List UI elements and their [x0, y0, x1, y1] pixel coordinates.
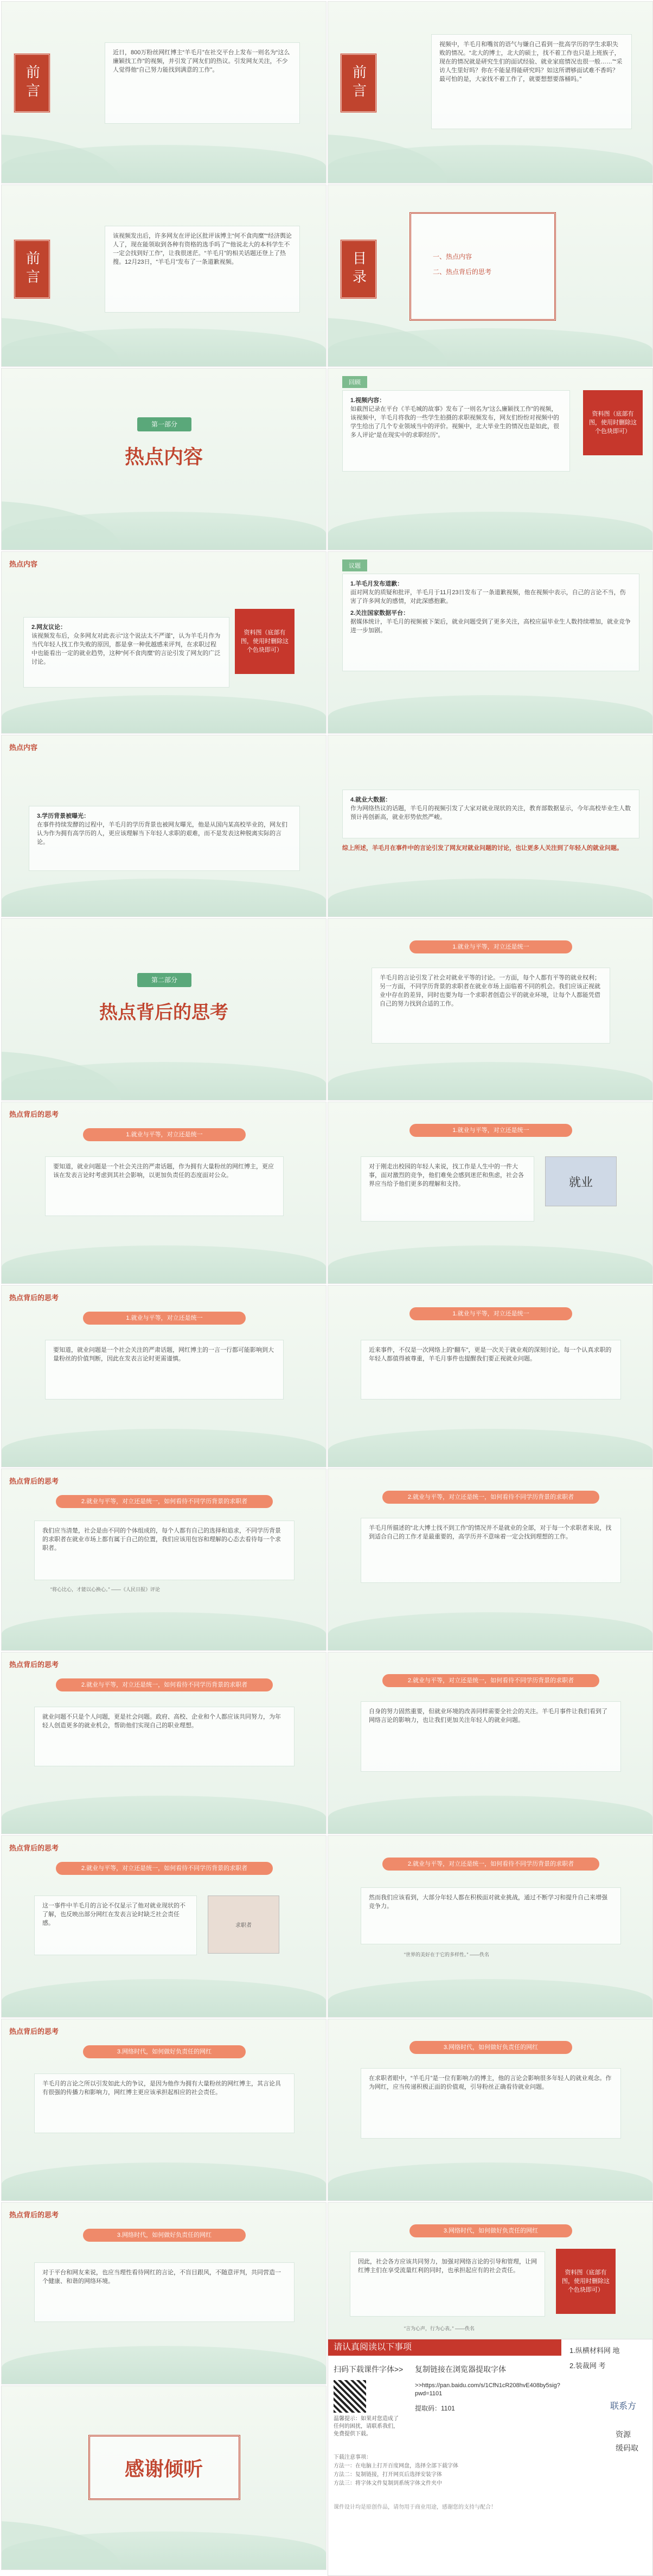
part-tag: 第二部分	[137, 973, 191, 987]
footer-quote: “将心比心，才能以心换心。” ——《人民日报》评论	[50, 1587, 160, 1592]
slide-17[interactable]	[1, 1468, 326, 1651]
slide-header: 热点背后的思考	[9, 1110, 59, 1118]
slide-22[interactable]	[328, 1835, 653, 2018]
content-heading: 3.学历背景被曝光：	[37, 813, 90, 819]
content-text: 作为网络热议的话题，羊毛月的视频引发了大家对就业现状的关注，教育部数据显示，今年高校毕业生人数预计再创新高，就业形势依然严峻。	[350, 805, 631, 820]
topic-pill: 2.就业与平等，对立还是统一，如何看待不同学历背景的求职者	[382, 1858, 599, 1871]
placeholder-redbox: 资料图（底部有图，使用时删除这个色块即可）	[556, 2249, 616, 2314]
slide-16[interactable]	[328, 1285, 653, 1467]
photo-employment: 就业	[545, 1156, 617, 1206]
topic-pill: 2.就业与平等，对立还是统一，如何看待不同学历背景的求职者	[56, 1678, 273, 1691]
content-text: 该视频发布后，众多网友对此表示“这个说法太不严谨”，认为羊毛月作为当代年轻人找工作失败的原因，都是拿一种优越感来评判，在求职过程中也能看出一定的就业趋势，这种“何不食肉糜”的言论引发了网友的广泛讨论。	[31, 633, 221, 665]
slide-5[interactable]	[1, 368, 326, 550]
side-resource: 资源	[616, 2430, 631, 2439]
side-link-2[interactable]: 2.装裁网 考	[569, 2362, 606, 2370]
slide-12[interactable]	[328, 918, 653, 1101]
side-code: 缓码取	[616, 2444, 638, 2452]
content-text: 自身的努力固然重要，但就业环境的改善同样需要全社会的关注。羊毛月事件让我们看到了网络言论的影响力，也让我们更加关注年轻人的就业问题。	[361, 1701, 621, 1772]
content-heading: 2.网友议论：	[31, 624, 67, 631]
toc-seal: 目录	[340, 239, 377, 299]
topic-pill: 1.就业与平等，对立还是统一	[409, 1307, 572, 1320]
content-text: 因此，社会各方应该共同努力，加强对网络言论的引导和管理，让网红博主们在享受流量红利的同时，也承担起应有的社会责任。	[350, 2251, 545, 2317]
slide-19[interactable]	[1, 1652, 326, 1834]
side-link-1[interactable]: 1.纵横材料网 地	[569, 2346, 620, 2355]
slide-3[interactable]	[1, 185, 326, 367]
slide-8[interactable]	[328, 551, 653, 734]
topic-pill: 2.就业与平等，对立还是统一，如何看待不同学历背景的求职者	[56, 1495, 273, 1508]
toc-frame	[409, 212, 556, 321]
font-download-link[interactable]: >>https://pan.baidu.com/s/1CfN1cR208hvE408by5sig?pwd=1101	[415, 2382, 560, 2397]
topic-pill: 3.网络时代，如何做好负责任的网红	[409, 2041, 572, 2054]
slide-9[interactable]	[1, 735, 326, 917]
toc-item-2[interactable]: 二、热点背后的思考	[433, 268, 492, 276]
slide-27[interactable]	[1, 2386, 326, 2570]
content-text: 羊毛月所描述的“北大博士找不到工作”的情况并不是就业的全部，对于每一个求职者来说，找到适合自己的工作才是最重要的，高学历并不意味着一定会找到理想的工作。	[361, 1518, 621, 1583]
content-text: 对于刚走出校园的年轻人来说，找工作是人生中的一件大事，面对激烈的竞争，他们难免会感到迷茫和焦虑，社会各界应当给予他们更多的理解和支持。	[361, 1156, 534, 1222]
content-heading-1: 1.羊毛月发布道歉：	[350, 581, 404, 587]
preface-text: 近日，800万粉丝网红博主“羊毛月”在社交平台上发布一则名为“这么廉颖找工作”的视频，并引发了网友们的热议。引发网友关注，不少人觉得他“自己努力能找到满意的工作”。	[105, 42, 300, 124]
topic-pill: 1.就业与平等，对立还是统一	[409, 940, 572, 953]
review-badge: 回顾	[342, 376, 367, 388]
topic-pill: 2.就业与平等，对立还是统一，如何看待不同学历背景的求职者	[382, 1674, 599, 1687]
slide-24[interactable]	[328, 2019, 653, 2201]
notice-panel	[328, 2339, 653, 2576]
topic-pill: 1.就业与平等，对立还是统一	[409, 1124, 572, 1137]
content-text-1: 面对网友的质疑和批评，羊毛月于11月23日发布了一条道歉视频，他在视频中表示，自己的言论不当，伤害了许多网友的感情，对此深感抱歉。	[350, 589, 626, 605]
notice-right-heading: 复制链接在浏览器提取字体	[415, 2365, 506, 2374]
content-text: 对于平台和网友来说，也应当理性看待网红的言论，不盲目跟风，不随意评判，共同营造一个健康、和谐的网络环境。	[34, 2262, 295, 2322]
topic-pill: 3.网络时代，如何做好负责任的网红	[83, 2045, 246, 2058]
content-text: 这一事件中羊毛月的言论不仅显示了他对就业现状的不了解，也反映出部分网红在发表言论时缺乏社会责任感。	[34, 1896, 197, 1955]
topic-pill: 3.网络时代，如何做好负责任的网红	[83, 2229, 246, 2242]
placeholder-redbox: 资料图（底部有图，使用时删除这个色块即可）	[235, 609, 295, 674]
content-text-2: 据媒体统计，羊毛月的视频被下架后，就业问题受到了更多关注，高校应届毕业生人数持续增加，就业竞争进一步加剧。	[350, 619, 631, 634]
qr-code[interactable]	[334, 2380, 366, 2413]
notice-footer: 课件设计均是原创作品，请勿用于商业用途，感谢您的支持与配合！	[334, 2504, 496, 2510]
content-text: 羊毛月的言论之所以引发如此大的争议，是因为他作为拥有大量粉丝的网红博主，其言论具有很强的传播力和影响力，网红博主更应该承担起相应的社会责任。	[34, 2073, 295, 2133]
topic-pill: 1.就业与平等，对立还是统一	[83, 1128, 246, 1141]
content-text: 在求职者眼中，“羊毛月”是一位有影响力的博主，他的言论会影响很多年轻人的就业观念。作为网红，应当传递积极正面的价值观，引导粉丝正确看待就业问题。	[361, 2068, 621, 2139]
slide-11[interactable]	[1, 918, 326, 1101]
content-text: 我们应当清楚，社会是由不同的个体组成的，每个人都有自己的选择和追求，不同学历背景的求职者在就业市场上都有属于自己的位置，我们应该用包容和理解的心态去看待每一个求职者。	[34, 1521, 295, 1580]
slide-header: 热点背后的思考	[9, 1477, 59, 1485]
slide-10[interactable]	[328, 735, 653, 917]
notice-left-heading: 扫码下载课件字体>>	[334, 2365, 404, 2374]
content-text: 如截图记录在平台《羊毛城的故事》发布了一则名为“这么廉颖找工作”的视频，该视频中，羊毛月将我的一些学生拍摄的求职视频发布，网友们纷纷对视频中的学生给出了几个专业领域当中的评价。视频中，北大毕业生的情况也是如此，很多人评论“是在现实中的求职经历”。	[350, 406, 559, 438]
content-box	[342, 574, 639, 671]
content-text: 要知道，就业问题是一个社会关注的严肃话题，网红博主的一言一行都可能影响到大量粉丝的价值判断，因此在发表言论时更需谨慎。	[45, 1340, 284, 1400]
preface-text: 视频中，羊毛月和嘴贫的语气与嫌自己看到一批高学历的学生求职失败的情况。“北大的博士，北大的硕士，找不着工作也只是上班族子，现在的情况就是研究生们的面试经验、就业家庭情况也很一般……”“采访人生里好吗？你在不能显得能研究吗？如这所谓够面试难不香吗？最可怕的是，大家找不着工作了，就要想想要落桶吗。”	[431, 34, 632, 129]
content-heading: 4.就业大数据：	[350, 797, 392, 803]
slide-header: 热点内容	[9, 743, 38, 752]
photo-job-seeker: 求职者	[208, 1896, 279, 1954]
content-text: 然而我们应该看到，大部分年轻人都在积极面对就业挑战，通过不断学习和提升自己来增强竞争力。	[361, 1887, 621, 1944]
content-text: 在事件持续发酵的过程中，羊毛月的学历背景也被网友曝光，他是从国内某高校毕业的，网友们认为作为拥有高学历的人，更应该理解当下年轻人求职的艰难，而不是发表这种脱离实际的言论。	[37, 822, 287, 845]
content-text: 就业问题不只是个人问题，更是社会问题。政府、高校、企业和个人都应该共同努力，为年轻人创造更多的就业机会，帮助他们实现自己的职业理想。	[34, 1707, 295, 1766]
content-box	[23, 617, 229, 688]
content-box	[29, 806, 300, 871]
slide-header: 热点背后的思考	[9, 2211, 59, 2219]
side-contact: 联系方	[610, 2402, 637, 2411]
content-heading-2: 2.关注国家数据平台：	[350, 610, 409, 616]
thanks-title: 感谢倾听	[124, 2458, 203, 2480]
toc-item-1[interactable]: 一、热点内容	[433, 253, 472, 260]
slide-header: 热点背后的思考	[9, 1294, 59, 1302]
slide-15[interactable]	[1, 1285, 326, 1467]
slide-header: 热点内容	[9, 560, 38, 568]
slide-18[interactable]	[328, 1468, 653, 1651]
conclusion-text: 综上所述，羊毛月在事件中的言论引发了网友对就业问题的讨论，也让更多人关注到了年轻人的就业问题。	[342, 845, 623, 851]
content-heading: 1.视频内容：	[350, 397, 386, 404]
content-text: 要知道，就业问题是一个社会关注的严肃话题，作为拥有大量粉丝的网红博主，更应该在发表言论时考虑到其社会影响，以更加负责任的态度面对公众。	[45, 1156, 284, 1216]
extract-code: 提取码：1101	[415, 2405, 455, 2412]
slide-header: 热点背后的思考	[9, 1661, 59, 1669]
slide-25[interactable]	[1, 2202, 326, 2384]
slide-21[interactable]	[1, 1835, 326, 2018]
slide-13[interactable]	[1, 1102, 326, 1284]
footer-quote: “世界的美好在于它的多样性。” ——佚名	[404, 1952, 489, 1957]
topic-pill: 3.网络时代，如何做好负责任的网红	[409, 2224, 572, 2237]
placeholder-redbox: 资料图（底部有图，使用时删除这个色块即可）	[583, 390, 643, 455]
topic-pill: 2.就业与平等，对立还是统一，如何看待不同学历背景的求职者	[56, 1862, 273, 1875]
issue-badge: 议题	[342, 559, 367, 571]
notice-banner: 请认真阅读以下事项	[328, 2339, 561, 2356]
preface-seal: 前言	[14, 53, 50, 113]
slide-7[interactable]	[1, 551, 326, 734]
content-box	[342, 390, 570, 472]
notice-steps: 下载注意事项： 方法一：在电脑上打开百度网盘，选择全部下载字体 方法二：复制链接，打开网页后选择安装字体 方法三：将字体文件复制到系统字体文件夹中	[334, 2454, 458, 2486]
slide-23[interactable]	[1, 2019, 326, 2201]
section-title: 热点内容	[124, 446, 203, 468]
footer-quote: “言为心声，行为心表。” ——佚名	[404, 2326, 475, 2331]
slide-header: 热点背后的思考	[9, 2027, 59, 2036]
part-tag: 第一部分	[137, 417, 191, 431]
slide-2[interactable]	[328, 1, 653, 183]
content-text: 羊毛月的言论引发了社会对就业平等的讨论。一方面，每个人都有平等的就业权利；另一方面，不同学历背景的求职者在就业市场上面临着不同的机会。我们应该正视就业中存在的差异，同时也要为每一个求职者创造公平的就业环境，让每个人都能凭借自己的努力找到合适的工作。	[372, 968, 610, 1044]
topic-pill: 1.就业与平等，对立还是统一	[83, 1312, 246, 1325]
slide-6[interactable]	[328, 368, 653, 550]
content-text: 近来事件，不仅是一次网络上的“翻车”，更是一次关于就业观的深刻讨论。每一个认真求职的年轻人都值得被尊重，羊毛月事件也提醒我们要正视就业问题。	[361, 1340, 621, 1400]
topic-pill: 2.就业与平等，对立还是统一，如何看待不同学历背景的求职者	[382, 1491, 599, 1504]
notice-left-text: 温馨提示：如果对您造成了任何的困扰，请联系我们，免费提供下载。	[334, 2416, 399, 2437]
preface-seal: 前言	[340, 53, 377, 113]
slide-20[interactable]	[328, 1652, 653, 1834]
slide-1[interactable]	[1, 1, 326, 183]
slide-4[interactable]	[328, 185, 653, 367]
content-box	[342, 790, 639, 838]
preface-seal: 前言	[14, 239, 50, 299]
section-title: 热点背后的思考	[99, 1002, 228, 1023]
preface-text: 该视频发出后，许多网友在评论区批评该博主“何不食肉糜”“经济舆论人了，现在能领取到各种有资格的选手吗了”“他说北大的本科学生不一定会找到好工作”，让我很迷茫。“羊毛月”的相关话题还登上了热搜。12月23日，“羊毛月”发布了一条道歉视频。	[105, 226, 300, 313]
slide-header: 热点背后的思考	[9, 1844, 59, 1852]
slide-14[interactable]	[328, 1102, 653, 1284]
